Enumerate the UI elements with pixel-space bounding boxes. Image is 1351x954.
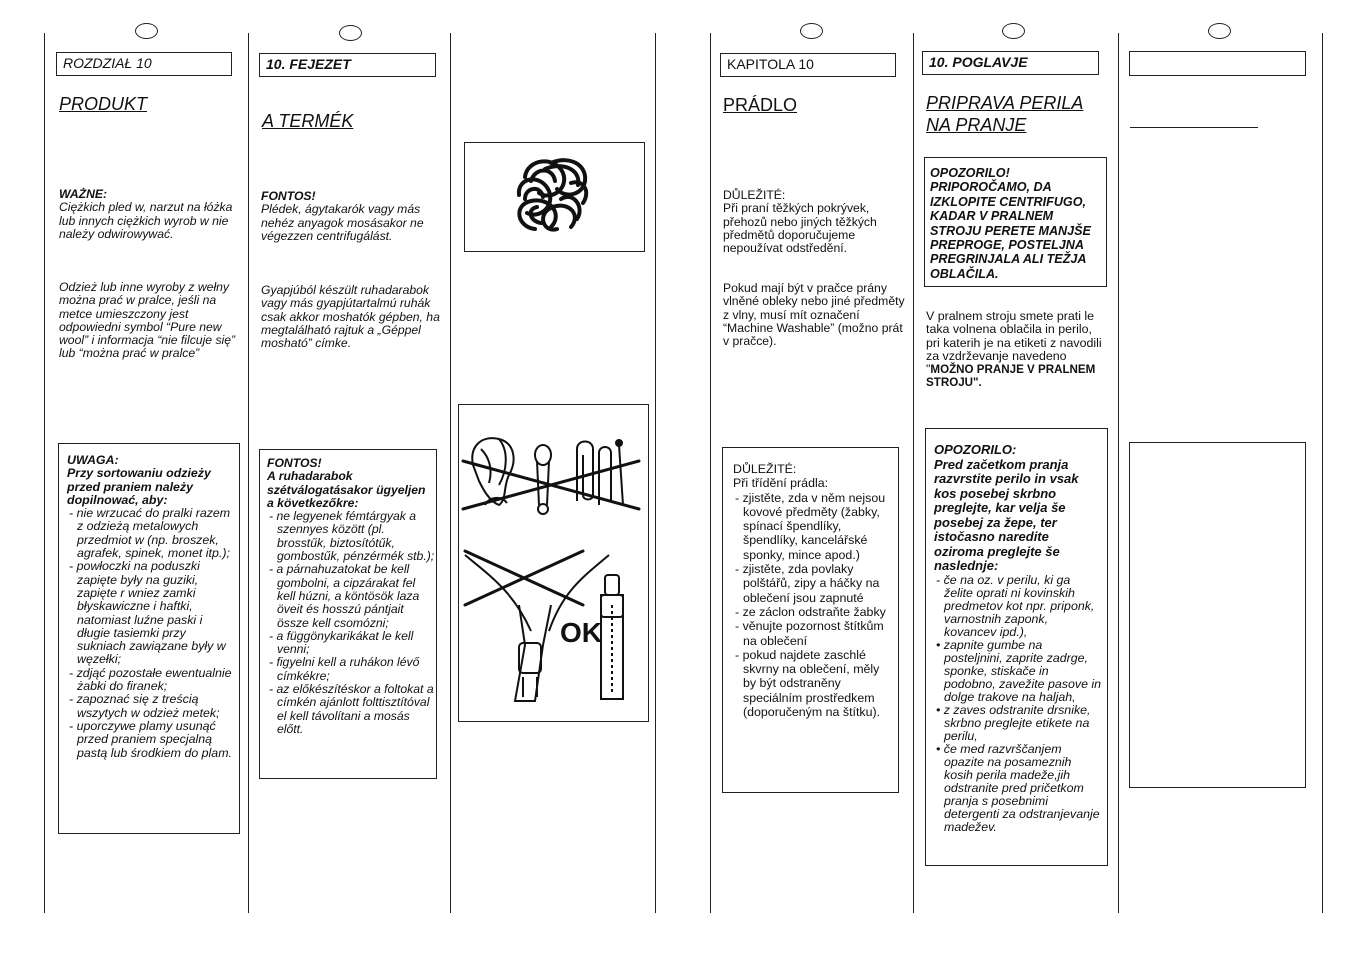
list-item: - pokud najdete zaschlé skvrny na oblečení, měly by být odstraněny speciálním prostředkem (doporučeným na štítku). — [735, 647, 881, 720]
note-hu — [261, 190, 443, 243]
list-item: - věnujte pozornost štítkům na oblečení — [735, 619, 884, 648]
warning-box-hu — [259, 449, 437, 779]
note-text-pl: Ciężkich pled w, narzut na łóżka lub innych ciężkich wyrob w nie należy odwirowywać. — [59, 200, 233, 241]
warning-content-cs — [733, 462, 893, 719]
caution-text-sl: OPOZORILO! PRIPOROČAMO, DA IZKLOPITE CENTRIFUGO, KADAR V PRALNEM STROJU PERETE MANJŠE PREPROGE, POSTELJNA PREGRINJALA ALI TEŽJA OBLAČILA. — [930, 166, 1091, 281]
warning-intro-pl: Przy sortowaniu odzieży przed praniem należy dopilnować, aby: — [67, 466, 211, 507]
ok-label: OK — [560, 617, 602, 648]
section-title-cs: PRÁDLO — [723, 95, 798, 115]
language-marker-circle — [339, 25, 362, 41]
section-title-hu: A TERMÉK — [262, 111, 354, 131]
page-border-left — [44, 33, 45, 913]
cross-out-icon — [465, 551, 583, 605]
note-title-hu: FONTOS! — [261, 189, 316, 203]
list-item: - zjistěte, zda v něm nejsou kovové předměty (žabky, spínací špendlíky, špendlíky, kancelářské sponky, mince apod.) — [735, 490, 886, 562]
note-title-pl: WAŻNE: — [59, 187, 108, 201]
note-pl — [59, 188, 239, 241]
empty-title-underline — [1130, 127, 1258, 128]
section-title-sl — [926, 92, 1083, 136]
list-item: • z zaves odstranite drsnike, skrbno preglejte etikete na perilu, — [936, 702, 1091, 743]
list-item: • če med razvrščanjem opazite na posameznih kosih perila madeže,jih odstranite pred pričetkom pranja s posebnimi detergenti za odstranjevanje madežev. — [936, 741, 1100, 834]
language-marker-circle — [800, 23, 823, 39]
sorting-illustration — [459, 405, 648, 721]
list-item: - zjistěte, zda povlaky polštářů, zipy a háčky na oblečení jsou zapnuté — [735, 562, 880, 605]
list-item: - ne legyenek fémtárgyak a szennyes között (pl. brosstűk, biztosítótűk, gombostűk, pénzérmék stb.); — [269, 509, 435, 564]
list-item: - če na oz. v perilu, ki ga želite oprati ni kovinskih predmetov kot npr. priponk, varnostnih zaponk, kovancev ipd.), — [936, 572, 1095, 639]
warning-list-cs — [733, 491, 893, 720]
warning-box-cs — [722, 447, 899, 793]
note-text-hu: Plédek, ágytakarók vagy más nehéz anyagok mosásakor ne végezzen centrifugálást. — [261, 202, 424, 243]
page-border-center-right — [710, 33, 711, 913]
warning-box-sl — [925, 428, 1108, 866]
warning-content-pl — [67, 454, 235, 760]
note-title-cs: DŮLEŽITÉ: — [723, 188, 786, 202]
paragraph-sl-text: V pralnem stroju smete prati le taka volnena oblačila in perilo, pri katerih je na etiketi z navodili za vzdrževanje navedeno " — [926, 309, 1102, 377]
warning-content-hu — [267, 457, 435, 736]
chapter-header-pl: ROZDZIAŁ 10 — [56, 52, 232, 76]
list-item: - figyelni kell a ruhákon lévő címkékre; — [269, 655, 420, 683]
paragraph-cs: Pokud mají být v pračce prány vlněné obleky nebo jiné předměty z vlny, musí mít označení “Machine Washable” (možno prát v pračce). — [723, 281, 905, 349]
page-border-center-left — [655, 33, 656, 913]
list-item: - zdjąć pozostałe ewentualnie żabki do firanek; — [69, 665, 232, 694]
caution-box-sl — [924, 157, 1107, 287]
list-item: - az előkészítéskor a foltokat a címkén ajánlott folttisztítóval el kell távolítani a mosás előtt. — [269, 682, 434, 736]
note-cs — [723, 189, 905, 255]
column-divider — [1118, 33, 1119, 913]
empty-header-box — [1129, 51, 1306, 76]
wool-symbol-icon — [465, 143, 644, 251]
empty-content-box — [1129, 442, 1306, 788]
column-divider — [450, 33, 451, 913]
warning-list-sl — [934, 574, 1102, 834]
language-marker-circle — [1208, 23, 1231, 39]
warning-box-pl — [58, 443, 240, 834]
chapter-header-hu: 10. FEJEZET — [259, 53, 436, 77]
warning-list-pl — [67, 507, 235, 760]
closed-zipper-icon — [601, 575, 623, 699]
page-border-right — [1322, 33, 1323, 913]
cross-out-icon — [463, 461, 639, 509]
list-item: - uporczywe plamy usunąć przed praniem specjalną pastą lub środkiem do plam. — [69, 718, 232, 760]
section-title-line2: NA PRANJE — [926, 115, 1027, 135]
paragraph-sl — [926, 310, 1106, 390]
warning-list-hu — [267, 510, 435, 736]
list-item: - zapoznać się z treścią wszytych w odzież metek; — [69, 692, 220, 720]
wool-symbol-frame — [464, 142, 645, 252]
section-title-pl: PRODUKT — [59, 94, 148, 114]
chapter-header-cs: KAPITOLA 10 — [720, 53, 896, 77]
list-item: - a függönykarikákat le kell venni; — [269, 628, 414, 657]
warning-title-cs: DŮLEŽITÉ: — [733, 462, 797, 476]
paragraph-pl: Odzież lub inne wyroby z wełny można prać w pralce, jeśli na metce umieszczony jest odpowiedni symbol “Pure new wool” i informacja “nie filcuje się” lub “można prać w pralce” — [59, 280, 236, 361]
chapter-header-sl: 10. POGLAVJE — [922, 51, 1099, 75]
list-item: • zapnite gumbe na posteljnini, zaprite zadrge, sponke, stiskače in podobno, zavežite pasove in dolge trakove na haljah, — [936, 637, 1102, 704]
warning-intro-sl: Pred začetkom pranja razvrstite perilo in vsak kos posebej skrbno preglejte, kar velja še posebej za žepe, ter istočasno naredite oziroma preglejte še naslednje: — [934, 456, 1079, 573]
warning-title-hu: FONTOS! — [267, 456, 322, 470]
warning-intro-hu: A ruhadarabok szétválogatásakor ügyeljen a következőkre: — [267, 469, 426, 510]
list-item: - ze záclon odstraňte žabky — [735, 604, 886, 619]
note-text-cs: Při praní těžkých pokrývek, přehozů nebo jiných těžkých předmětů doporučujeme nepoužívat odstředění. — [723, 201, 877, 256]
warning-content-sl — [934, 443, 1102, 834]
list-item: - powłoczki na poduszki zapięte były na guziki, zapięte r wniez zamki błyskawiczne i haftki, natomiast luźne paski i długie tasiemki przy sukniach zawiązane były w węzełki; — [69, 559, 226, 667]
warning-intro-cs: Při třídění prádla: — [733, 476, 829, 491]
safety-pin-icon — [535, 445, 551, 514]
paragraph-sl-end: ". — [973, 376, 982, 390]
column-divider — [913, 33, 914, 913]
sorting-illustration-frame — [458, 404, 649, 722]
language-marker-circle — [135, 23, 158, 39]
list-item: - nie wrzucać do pralki razem z odzieżą metalowych przedmiot w (np. broszek, agrafek, spinek, monet itp.); — [69, 506, 231, 561]
language-marker-circle — [1002, 23, 1025, 39]
paragraph-sl-bold: MOŽNO PRANJE V PRALNEM STROJU — [926, 363, 1096, 390]
column-divider — [248, 33, 249, 913]
warning-title-pl: UWAGA: — [67, 453, 119, 467]
list-item: - a párnahuzatokat be kell gombolni, a cipzárakat fel kell húzni, a köntösök laza öveit és hosszú pántjait össze kell csomózni; — [269, 562, 420, 630]
warning-title-sl: OPOZORILO: — [934, 442, 1017, 457]
section-title-line1: PRIPRAVA PERILA — [926, 93, 1084, 113]
paragraph-hu: Gyapjúból készült ruhadarabok vagy más gyapjútartalmú ruhák csak akkor moshatók gépben, ha megtalálható rajtuk a „Géppel mosható” címke. — [261, 283, 440, 351]
